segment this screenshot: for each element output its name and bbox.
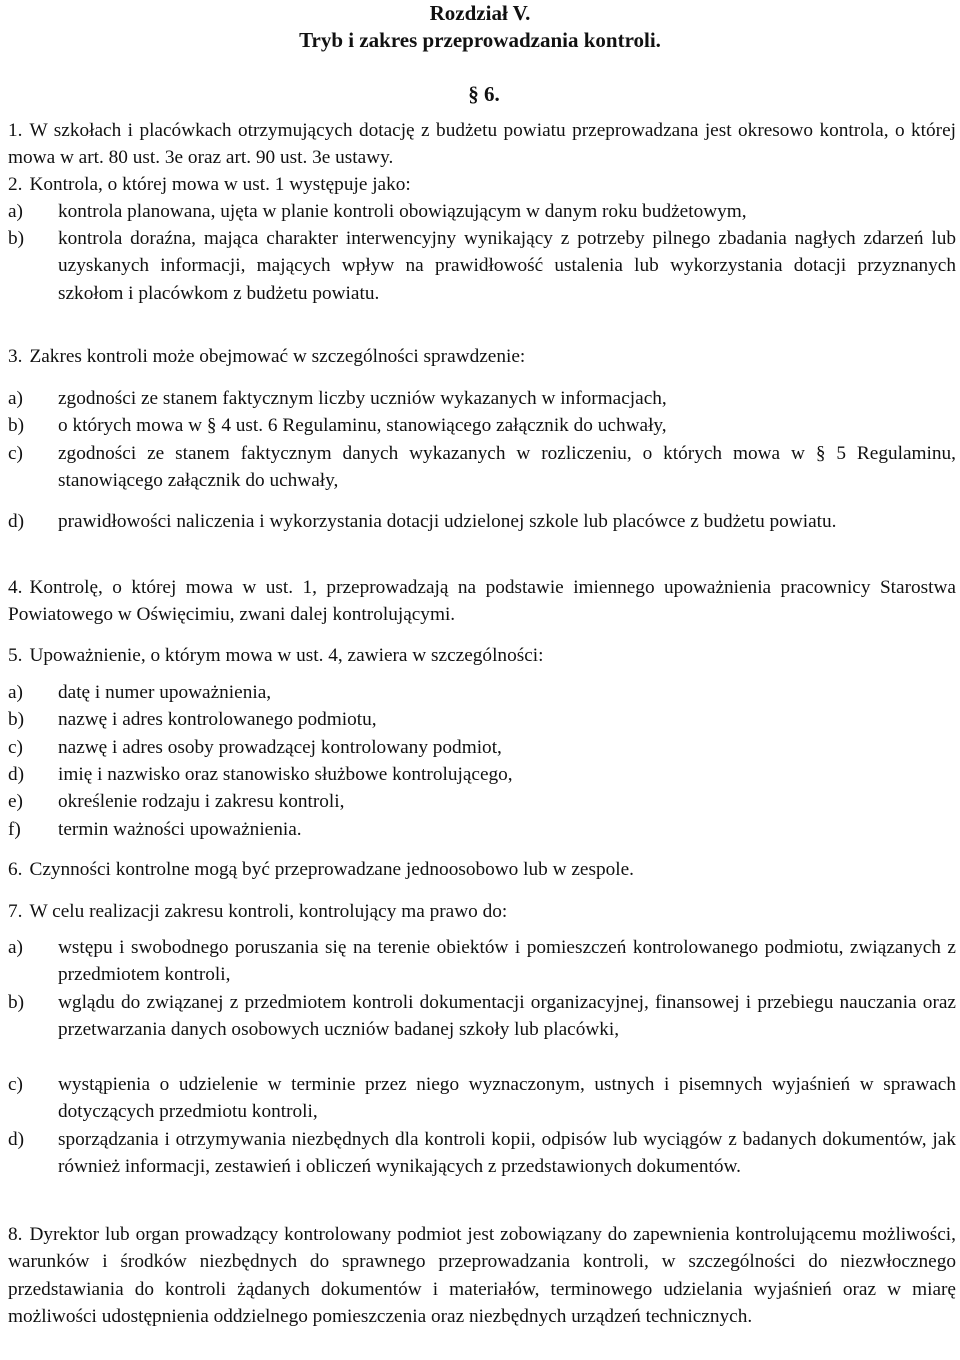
- paragraph-number: 8.: [8, 1224, 23, 1245]
- list-item-marker: d): [8, 764, 25, 785]
- list-item-marker: b): [8, 992, 25, 1013]
- paragraph-3: [8, 343, 956, 370]
- list-item: [8, 934, 956, 989]
- list-item-marker: a): [8, 937, 23, 958]
- list-item-marker: f): [8, 819, 21, 840]
- paragraph-5: [8, 642, 956, 669]
- list-item: [8, 989, 956, 1044]
- list-item-text: kontrola doraźna, mająca charakter interwencyjny wynikający z potrzeby pilnego zbadania nagłych zdarzeń lub uzyskanych informacji, mających wpływ na prawidłowość ustalenia lub wykorzystania dotacji przyznanych szkołom i placówkom z budżetu powiatu.: [58, 228, 956, 304]
- paragraph-text: Kontrolę, o której mowa w ust. 1, przeprowadzają na podstawie imiennego upoważnienia pracownicy Starostwa Powiatowego w Oświęcimiu, zwani dalej kontrolującymi.: [8, 577, 956, 626]
- list-item-text: kontrola planowana, ujęta w planie kontroli obowiązującym w danym roku budżetowym,: [58, 201, 747, 222]
- list-item: [8, 1071, 956, 1126]
- list-item-marker: b): [8, 415, 25, 436]
- list-item: [8, 761, 956, 788]
- list-item-text: prawidłowości naliczenia i wykorzystania dotacji udzielonej szkole lub placówce z budżetu powiatu.: [58, 511, 837, 532]
- list-item-marker: c): [8, 737, 23, 758]
- chapter-title: Rozdział V.: [429, 1, 531, 25]
- list-item: [8, 385, 956, 412]
- paragraph-text: W szkołach i placówkach otrzymujących dotację z budżetu powiatu przeprowadzana jest okresowo kontrola, o której mowa w art. 80 ust. 3e oraz art. 90 ust. 3e ustawy.: [8, 120, 956, 169]
- list-item: [8, 412, 956, 439]
- paragraph-text: W celu realizacji zakresu kontroli, kontrolujący ma prawo do:: [29, 901, 508, 922]
- paragraph-number: 2.: [8, 174, 23, 195]
- paragraph-1: [8, 117, 956, 172]
- paragraph-number: 7.: [8, 901, 23, 922]
- list-item: [8, 788, 956, 815]
- list-item-marker: a): [8, 201, 23, 222]
- list-item-marker: b): [8, 709, 25, 730]
- list-item-text: wstępu i swobodnego poruszania się na terenie obiektów i pomieszczeń kontrolowanego podmiotu, związanych z przedmiotem kontroli,: [58, 937, 956, 986]
- paragraph-text: Czynności kontrolne mogą być przeprowadzane jednoosobowo lub w zespole.: [29, 859, 634, 880]
- paragraph-7: [8, 898, 956, 925]
- list-item-marker: c): [8, 443, 23, 464]
- paragraph-text: Kontrola, o której mowa w ust. 1 występuje jako:: [29, 174, 411, 195]
- list-item-text: określenie rodzaju i zakresu kontroli,: [58, 791, 345, 812]
- list-item-marker: d): [8, 1129, 25, 1150]
- list-item-text: wglądu do związanej z przedmiotem kontroli dokumentacji organizacyjnej, finansowej i przebiegu nauczania oraz przetwarzania danych osobowych uczniów badanej szkoły lub placówki,: [58, 992, 956, 1041]
- list-item: [8, 734, 956, 761]
- list-item-marker: a): [8, 388, 23, 409]
- list-item-text: zgodności ze stanem faktycznym danych wykazanych w rozliczeniu, o których mowa w § 5 Regulaminu, stanowiącego załącznik do uchwały,: [58, 443, 956, 492]
- chapter-subtitle: Tryb i zakres przeprowadzania kontroli.: [299, 28, 661, 52]
- list-item: [8, 1126, 956, 1181]
- list-item-text: sporządzania i otrzymywania niezbędnych dla kontroli kopii, odpisów lub wyciągów z badanych dokumentów, jak również informacji, zestawień i obliczeń wynikających z przedstawionych dokumentów.: [58, 1129, 956, 1178]
- list-item-text: wystąpienia o udzielenie w terminie przez niego wyznaczonym, ustnych i pisemnych wyjaśnień w sprawach dotyczących przedmiotu kontroli,: [58, 1074, 956, 1123]
- list-item: [8, 679, 956, 706]
- paragraph-8: [8, 1221, 956, 1330]
- paragraph-number: 5.: [8, 645, 23, 666]
- list-item: [8, 225, 956, 307]
- list-item-text: zgodności ze stanem faktycznym liczby uczniów wykazanych w informacjach,: [58, 388, 667, 409]
- paragraph-text: Dyrektor lub organ prowadzący kontrolowany podmiot jest zobowiązany do zapewnienia kontrolującemu możliwości, warunków i środków niezbędnych do sprawnego przeprowadzania kontroli, w szczególności do niezwłocznego przedstawiania do kontroli żądanych dokumentów i materiałów, terminowego udzielania wyjaśnień oraz w miarę możliwości udostępnienia oddzielnego pomieszczenia oraz niezbędnych urządzeń technicznych.: [8, 1224, 956, 1327]
- paragraph-text: Zakres kontroli może obejmować w szczególności sprawdzenie:: [29, 346, 526, 367]
- paragraph-6: [8, 856, 956, 883]
- list-item: [8, 816, 956, 843]
- list-item-marker: e): [8, 791, 23, 812]
- list-item: [8, 440, 956, 495]
- list-item: [8, 508, 956, 535]
- paragraph-number: 1.: [8, 120, 23, 141]
- list-item-marker: d): [8, 511, 25, 532]
- paragraph-number: 6.: [8, 859, 23, 880]
- list-item-marker: a): [8, 682, 23, 703]
- paragraph-number: 3.: [8, 346, 23, 367]
- paragraph-text: Upoważnienie, o którym mowa w ust. 4, zawiera w szczególności:: [29, 645, 544, 666]
- list-item-text: nazwę i adres osoby prowadzącej kontrolowany podmiot,: [58, 737, 502, 758]
- list-item-text: datę i numer upoważnienia,: [58, 682, 272, 703]
- section-number: § 6.: [468, 82, 500, 106]
- paragraph-2: [8, 171, 956, 198]
- list-item-text: o których mowa w § 4 ust. 6 Regulaminu, stanowiącego załącznik do uchwały,: [58, 415, 667, 436]
- list-item-text: imię i nazwisko oraz stanowisko służbowe kontrolującego,: [58, 764, 513, 785]
- list-item-marker: c): [8, 1074, 23, 1095]
- paragraph-number: 4.: [8, 577, 23, 598]
- paragraph-4: [8, 574, 956, 629]
- list-item-text: nazwę i adres kontrolowanego podmiotu,: [58, 709, 377, 730]
- list-item: [8, 198, 956, 225]
- list-item-marker: b): [8, 228, 25, 249]
- list-item: [8, 706, 956, 733]
- list-item-text: termin ważności upoważnienia.: [58, 819, 302, 840]
